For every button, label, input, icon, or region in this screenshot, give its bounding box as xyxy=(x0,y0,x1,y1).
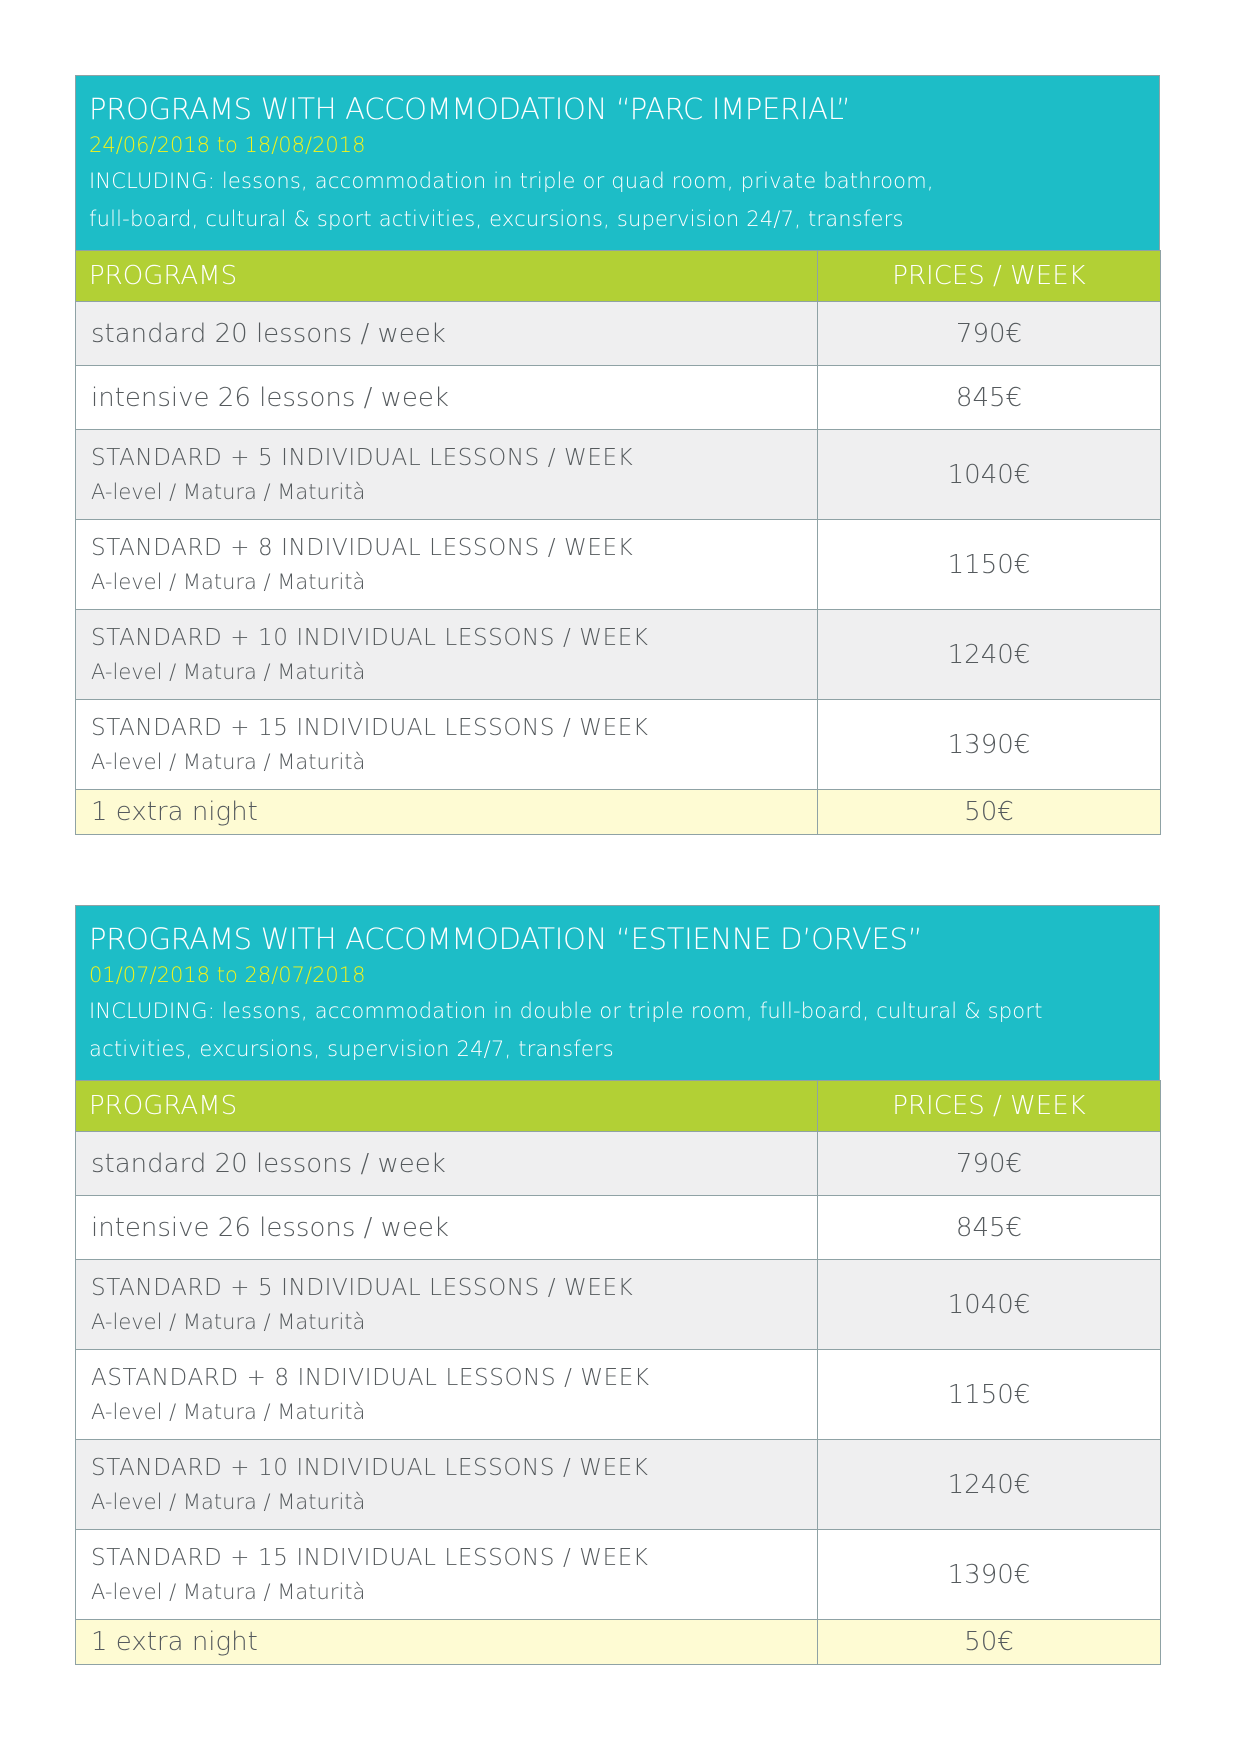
program-name: STANDARD + 10 INDIVIDUAL LESSONS / WEEK xyxy=(91,1454,649,1481)
program-name: ASTANDARD + 8 INDIVIDUAL LESSONS / WEEK xyxy=(91,1364,650,1391)
program-subtitle: A-level / Matura / Maturità xyxy=(91,569,366,594)
program-subtitle: A-level / Matura / Maturità xyxy=(91,1579,366,1604)
program-subtitle: A-level / Matura / Maturità xyxy=(91,749,366,774)
table-row-extra-night xyxy=(76,790,1161,835)
table-header-row xyxy=(76,1081,1161,1132)
table-row-extra-night xyxy=(76,1620,1161,1665)
program-cell xyxy=(76,520,818,610)
program-price: 1390€ xyxy=(818,1530,1161,1620)
program-price: 1150€ xyxy=(818,1350,1161,1440)
program-cell xyxy=(76,610,818,700)
including-line-1: INCLUDING: lessons, accommodation in double or triple room, full-board, cultural & sport xyxy=(89,999,1043,1023)
program-subtitle: A-level / Matura / Maturità xyxy=(91,1309,366,1334)
program-name: STANDARD + 5 INDIVIDUAL LESSONS / WEEK xyxy=(91,444,634,471)
price-table xyxy=(75,250,1161,835)
section-title: PROGRAMS WITH ACCOMMODATION “PARC IMPERIAL” xyxy=(89,92,851,126)
price-table xyxy=(75,1080,1161,1665)
section-header xyxy=(75,905,1160,1080)
table-row xyxy=(76,700,1161,790)
table-row xyxy=(76,1530,1161,1620)
program-cell xyxy=(76,700,818,790)
program-price: 1240€ xyxy=(818,610,1161,700)
program-price: 845€ xyxy=(818,1196,1161,1260)
table-row xyxy=(76,520,1161,610)
table-row xyxy=(76,1260,1161,1350)
column-header-prices: PRICES / WEEK xyxy=(818,251,1161,302)
program-price: 790€ xyxy=(818,302,1161,366)
program-name: intensive 26 lessons / week xyxy=(76,1196,818,1260)
including-line-2: full-board, cultural & sport activities, excursions, supervision 24/7, transfers xyxy=(89,207,904,231)
table-row xyxy=(76,610,1161,700)
program-name: STANDARD + 15 INDIVIDUAL LESSONS / WEEK xyxy=(91,1544,649,1571)
price-section-estienne-dorves xyxy=(75,905,1160,1665)
program-cell xyxy=(76,1260,818,1350)
program-cell xyxy=(76,430,818,520)
including-line-2: activities, excursions, supervision 24/7, transfers xyxy=(89,1037,614,1061)
table-row xyxy=(76,1440,1161,1530)
table-row xyxy=(76,1350,1161,1440)
program-price: 50€ xyxy=(818,790,1161,835)
table-row xyxy=(76,1196,1161,1260)
program-name: STANDARD + 8 INDIVIDUAL LESSONS / WEEK xyxy=(91,534,634,561)
program-name: 1 extra night xyxy=(76,1620,818,1665)
program-subtitle: A-level / Matura / Maturità xyxy=(91,659,366,684)
program-subtitle: A-level / Matura / Maturità xyxy=(91,479,366,504)
table-header-row xyxy=(76,251,1161,302)
program-price: 1040€ xyxy=(818,1260,1161,1350)
section-dates: 01/07/2018 to 28/07/2018 xyxy=(89,963,366,987)
including-line-1: INCLUDING: lessons, accommodation in triple or quad room, private bathroom, xyxy=(89,169,934,193)
section-title: PROGRAMS WITH ACCOMMODATION “ESTIENNE D’ORVES” xyxy=(89,922,923,956)
program-cell xyxy=(76,1440,818,1530)
program-name: intensive 26 lessons / week xyxy=(76,366,818,430)
program-price: 790€ xyxy=(818,1132,1161,1196)
column-header-programs: PROGRAMS xyxy=(76,1081,818,1132)
table-row xyxy=(76,1132,1161,1196)
program-price: 50€ xyxy=(818,1620,1161,1665)
column-header-programs: PROGRAMS xyxy=(76,251,818,302)
program-name: STANDARD + 5 INDIVIDUAL LESSONS / WEEK xyxy=(91,1274,634,1301)
section-header xyxy=(75,75,1160,250)
column-header-prices: PRICES / WEEK xyxy=(818,1081,1161,1132)
table-row xyxy=(76,430,1161,520)
program-price: 1150€ xyxy=(818,520,1161,610)
price-section-parc-imperial xyxy=(75,75,1160,835)
program-cell xyxy=(76,1530,818,1620)
table-row xyxy=(76,302,1161,366)
program-subtitle: A-level / Matura / Maturità xyxy=(91,1399,366,1424)
table-row xyxy=(76,366,1161,430)
program-price: 1040€ xyxy=(818,430,1161,520)
program-price: 1390€ xyxy=(818,700,1161,790)
program-name: STANDARD + 10 INDIVIDUAL LESSONS / WEEK xyxy=(91,624,649,651)
program-price: 1240€ xyxy=(818,1440,1161,1530)
section-dates: 24/06/2018 to 18/08/2018 xyxy=(89,133,366,157)
program-name: standard 20 lessons / week xyxy=(76,302,818,366)
program-price: 845€ xyxy=(818,366,1161,430)
program-name: STANDARD + 15 INDIVIDUAL LESSONS / WEEK xyxy=(91,714,649,741)
program-subtitle: A-level / Matura / Maturità xyxy=(91,1489,366,1514)
program-name: 1 extra night xyxy=(76,790,818,835)
program-cell xyxy=(76,1350,818,1440)
program-name: standard 20 lessons / week xyxy=(76,1132,818,1196)
